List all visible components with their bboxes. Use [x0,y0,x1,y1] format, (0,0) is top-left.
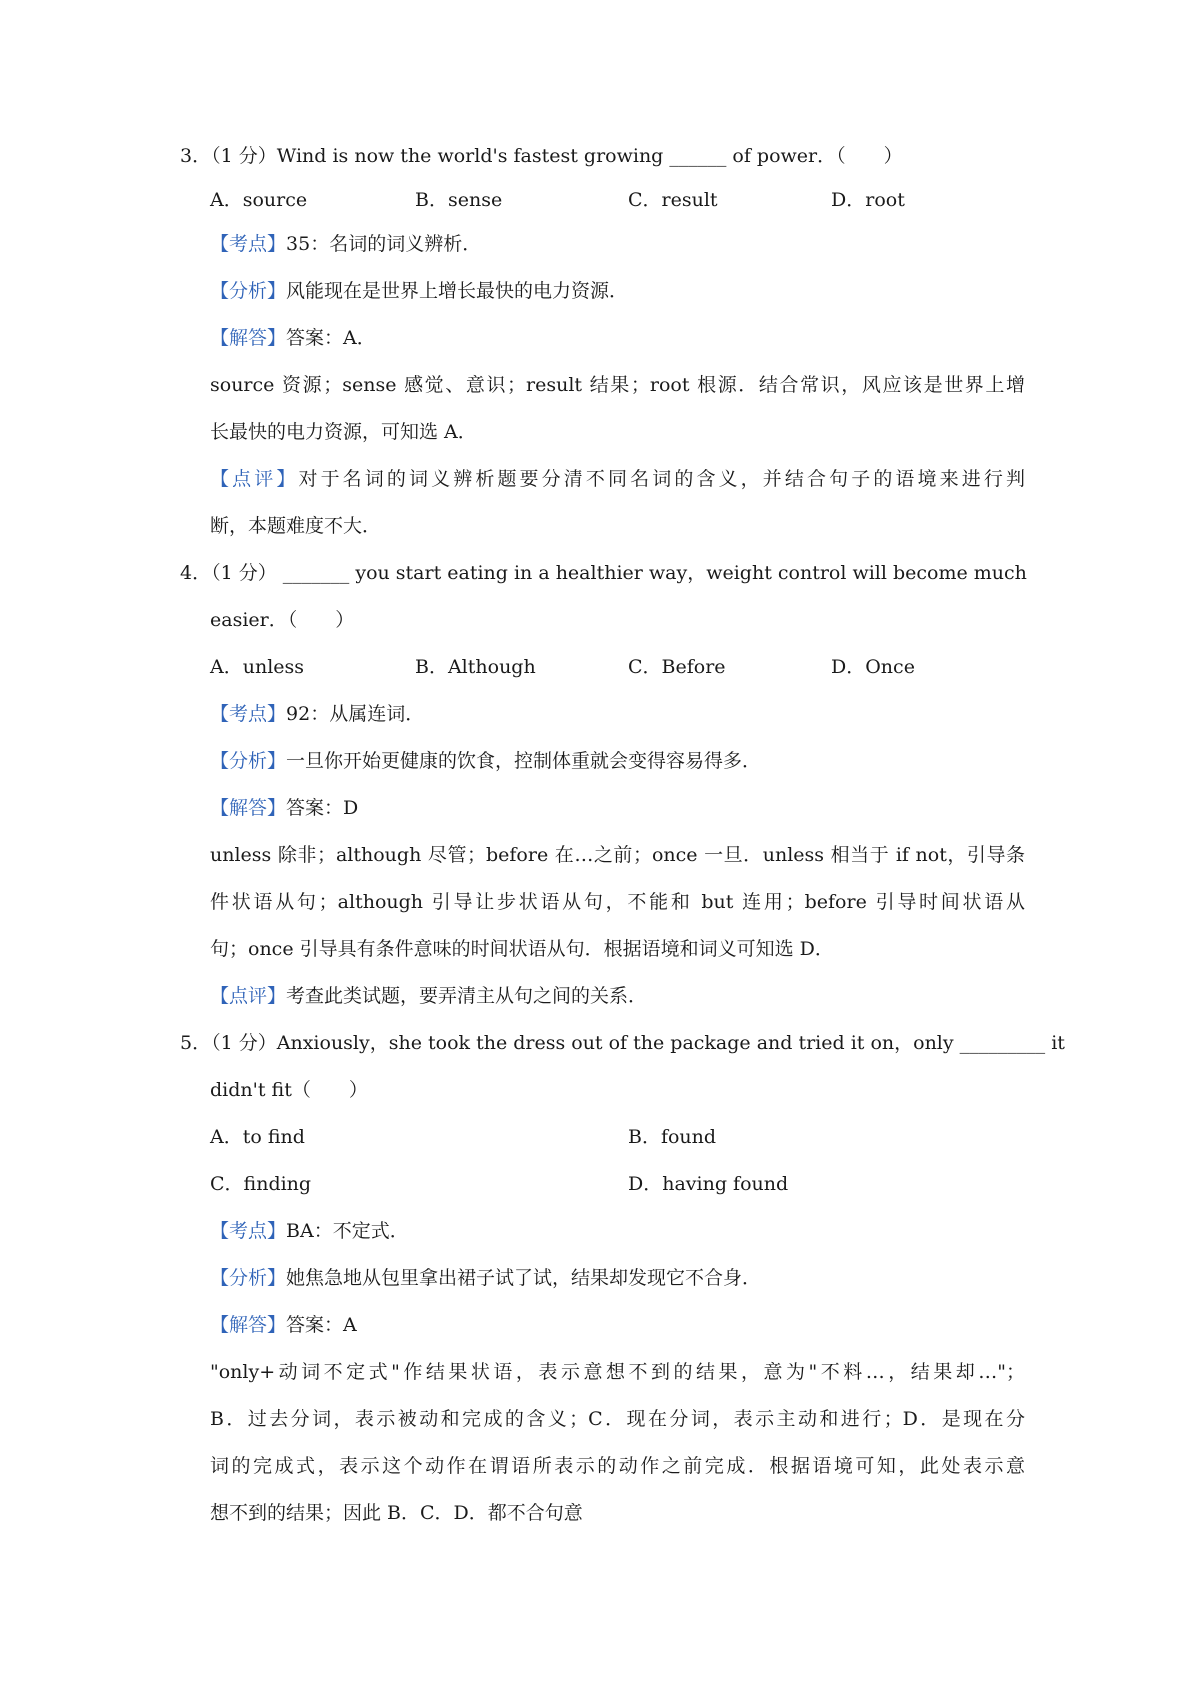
question-5-stem-cont: didn't fit（ ） [210,1079,368,1101]
kaodian-text: BA：不定式． [286,1220,409,1242]
explanation-line: unless 除非；although 尽管；before 在…之前；once 一旦．unless 相当于 if not，引导条 [210,844,1025,866]
jieda-line [210,1312,1025,1338]
kaodian-text: 35：名词的词义辨析． [286,233,482,255]
option-d: D．having found [628,1173,789,1195]
option-a: A．to find [210,1126,305,1148]
explanation-line: 词的完成式，表示这个动作在谓语所表示的动作之前完成．根据语境可知，此处表示意 [210,1455,1025,1477]
explanation-line: 件状语从句；although 引导让步状语从句，不能和 but 连用；before 引导时间状语从 [210,891,1025,913]
dianping-label: 【点评】 [210,985,287,1007]
jieda-label: 【解答】 [210,327,287,349]
jieda-label: 【解答】 [210,1314,287,1336]
question-text: Anxiously，she took the dress out of the package and tried it on，only _________ it [276,1032,1065,1054]
explanation-line: source 资源；sense 感觉、意识；result 结果；root 根源．结合常识，风应该是世界上增 [210,374,1025,396]
jieda-text: 答案：D [286,797,359,819]
jieda-text: 答案：A [286,1314,357,1336]
explanation-line: 想不到的结果；因此 B．C．D．都不合句意 [210,1502,583,1524]
jieda-label: 【解答】 [210,797,287,819]
dianping-line: 断，本题难度不大． [210,515,382,537]
option-d: D．Once [831,656,915,678]
option-b: B．sense [415,189,503,211]
dianping-text: 考查此类试题，要弄清主从句之间的关系． [286,985,648,1007]
dianping-line [210,983,1025,1009]
question-4-stem: 4．（1 分） _______ you start eating in a healthier way，weight control will become much [180,562,1027,584]
explanation-line: B．过去分词，表示被动和完成的含义；C．现在分词，表示主动和进行；D．是现在分 [210,1408,1025,1430]
dianping-line [210,466,1025,492]
question-score: （1 分） [211,562,277,584]
kaodian-label: 【考点】 [210,703,287,725]
option-c: C．Before [628,656,726,678]
fenxi-text: 她焦急地从包里拿出裙子试了试，结果却发现它不合身． [286,1267,762,1289]
dianping-text: 对于名词的词义辨析题要分清不同名词的含义，并结合句子的语境来进行判 [298,468,1025,490]
kaodian-line [210,701,1025,727]
kaodian-label: 【考点】 [210,1220,287,1242]
explanation-line: 长最快的电力资源，可知选 A． [210,421,477,443]
explanation-line: 句；once 引导具有条件意味的时间状语从句．根据语境和词义可知选 D． [210,938,834,960]
question-5-stem: 5．（1 分）Anxiously，she took the dress out of the package and tried it on，only _________ it [180,1032,1065,1054]
dianping-label: 【点评】 [210,468,299,490]
question-score: （1 分） [211,1032,277,1054]
kaodian-text: 92：从属连词． [286,703,425,725]
fenxi-label: 【分析】 [210,750,287,772]
kaodian-line [210,231,1025,257]
option-d: D．root [831,189,905,211]
question-4-stem-cont: easier．（ ） [210,609,355,631]
option-a: A．unless [210,656,305,678]
option-c: C．finding [210,1173,312,1195]
fenxi-line [210,278,1025,304]
question-3-stem: 3．（1 分）Wind is now the world's fastest growing ______ of power．（ ） [180,145,903,167]
fenxi-line [210,1265,1025,1291]
option-b: B．found [628,1126,717,1148]
jieda-line [210,795,1025,821]
fenxi-label: 【分析】 [210,280,287,302]
kaodian-label: 【考点】 [210,233,287,255]
jieda-line [210,325,1025,351]
jieda-text: 答案：A． [286,327,376,349]
question-text: Wind is now the world's fastest growing ______ of power．（ ） [276,145,903,167]
fenxi-label: 【分析】 [210,1267,287,1289]
explanation-line: "only+动词不定式"作结果状语，表示意想不到的结果，意为"不料…，结果却…"； [210,1361,1025,1383]
fenxi-line [210,748,1025,774]
fenxi-text: 风能现在是世界上增长最快的电力资源． [286,280,629,302]
kaodian-line [210,1218,1025,1244]
question-score: （1 分） [211,145,277,167]
fenxi-text: 一旦你开始更健康的饮食，控制体重就会变得容易得多． [286,750,762,772]
option-b: B．Although [415,656,536,678]
option-c: C．result [628,189,718,211]
question-number: 3 [180,145,193,167]
option-a: A．source [210,189,308,211]
question-text: _______ you start eating in a healthier way，weight control will become much [282,562,1027,584]
question-number: 4 [180,562,193,584]
question-number: 5 [180,1032,193,1054]
